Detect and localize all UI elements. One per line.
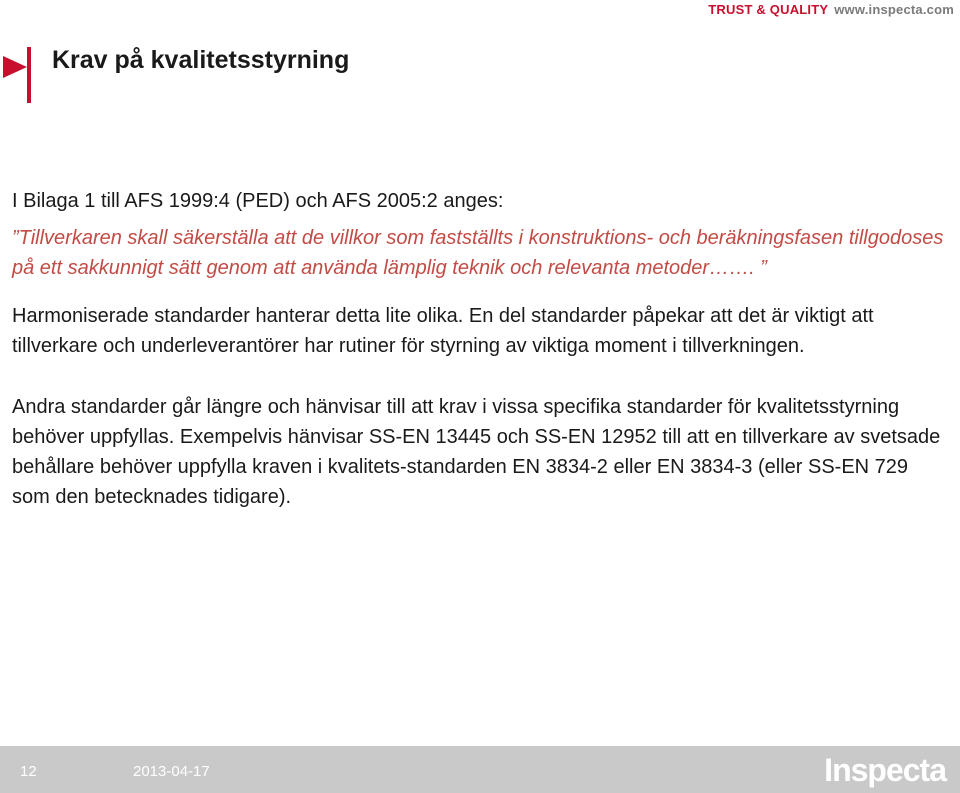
- page-number: 12: [20, 763, 37, 780]
- title-marker-icon: [0, 47, 40, 103]
- footer-date: 2013-04-17: [133, 763, 210, 780]
- header-tagline: [708, 2, 954, 17]
- inspecta-logo: Inspecta: [824, 752, 946, 788]
- tagline-brand: TRUST & QUALITY: [708, 2, 829, 17]
- footer-bar: [0, 746, 960, 793]
- paragraph-1: Harmoniserade standarder hanterar detta lite olika. En del standarder påpekar att det är viktigt att tillverkare och underleverantörer har rutiner för styrning av viktiga moment i tillverkningen.: [12, 305, 874, 357]
- intro-text: I Bilaga 1 till AFS 1999:4 (PED) och AFS 2005:2 anges:: [12, 190, 504, 212]
- slide-body: [12, 186, 947, 512]
- tagline-url: www.inspecta.com: [834, 2, 954, 17]
- paragraph-2: Andra standarder går längre och hänvisar till att krav i vissa specifika standarder för kvalitetsstyrning behöver uppfyllas. Exempelvis hänvisar SS-EN 13445 och SS-EN 12952 till att en tillverkare av svetsade behållare behöver uppfylla kraven i kvalitets-standarden EN 3834-2 eller EN 3834-3 (eller SS-EN 729 som den betecknades tidigare).: [12, 396, 941, 508]
- quote-text: ”Tillverkaren skall säkerställa att de villkor som fastställts i konstruktions- och beräkningsfasen tillgodoses på ett sakkunnigt sätt genom att använda lämplig teknik och relevanta metoder……. ”: [12, 227, 944, 279]
- page-title: Krav på kvalitetsstyrning: [52, 46, 350, 74]
